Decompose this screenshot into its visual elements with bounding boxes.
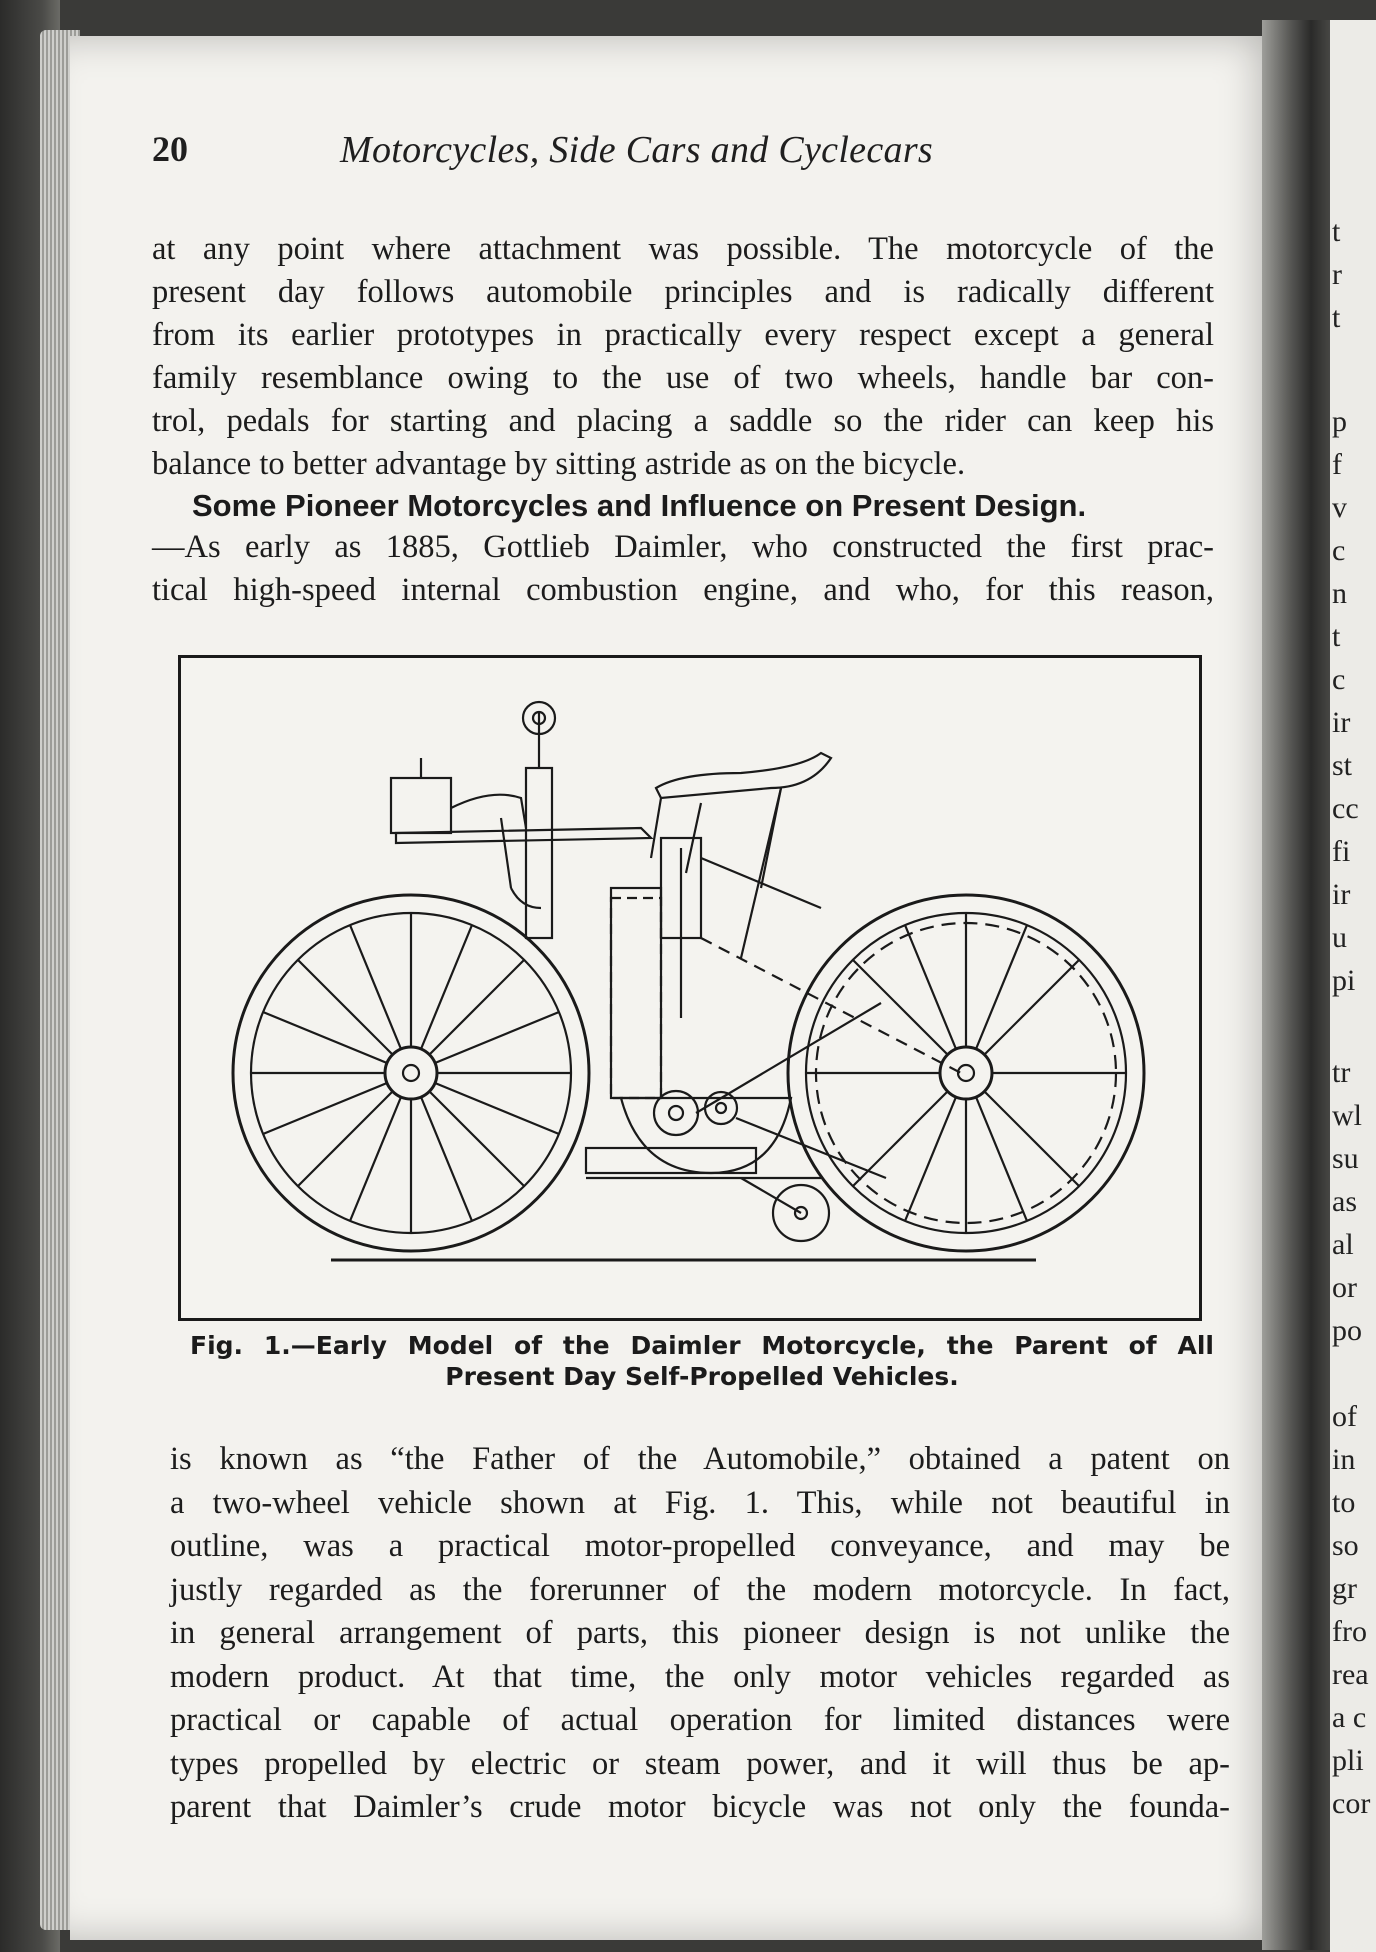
facing-fragment: al xyxy=(1332,1228,1354,1261)
paragraph-1 xyxy=(152,228,1214,486)
facing-fragment: gr xyxy=(1332,1572,1357,1605)
facing-fragment: of xyxy=(1332,1400,1357,1433)
figure-caption xyxy=(190,1330,1214,1392)
text-line: —As early as 1885, Gottlieb Daimler, who constructed the first prac- xyxy=(152,529,1214,565)
facing-fragment: rea xyxy=(1332,1658,1369,1691)
text-line: justly regarded as the forerunner of the modern motorcycle. In fact, xyxy=(170,1571,1230,1608)
paragraph-2 xyxy=(152,526,1214,612)
facing-fragment: as xyxy=(1332,1185,1357,1218)
facing-fragment: f xyxy=(1332,448,1342,481)
text-line: types propelled by electric or steam power, and it will thus be ap- xyxy=(170,1745,1230,1782)
facing-fragment: c xyxy=(1332,534,1346,567)
facing-fragment: n xyxy=(1332,577,1347,610)
text-line: parent that Daimler’s crude motor bicycle was not only the founda- xyxy=(170,1789,1230,1825)
text-line: a two-wheel vehicle shown at Fig. 1. This, while not beautiful in xyxy=(170,1484,1230,1521)
facing-fragment: c xyxy=(1332,663,1346,696)
facing-fragment: v xyxy=(1332,491,1347,524)
facing-fragment: ir xyxy=(1332,878,1351,911)
text-line: practical or capable of actual operation for limited distances were xyxy=(170,1702,1230,1738)
figure-daimler-motorcycle xyxy=(178,655,1202,1321)
facing-page xyxy=(1330,20,1376,1952)
book-gutter xyxy=(1262,20,1332,1950)
facing-fragment: in xyxy=(1332,1443,1356,1476)
facing-fragment: a c xyxy=(1332,1701,1367,1734)
facing-fragment: pli xyxy=(1332,1744,1364,1777)
text-line: modern product. At that time, the only motor vehicles regarded as xyxy=(170,1658,1230,1695)
running-head xyxy=(152,128,1162,178)
section-heading: Some Pioneer Motorcycles and Influence on Present Design. xyxy=(192,488,1087,523)
text-line: balance to better advantage by sitting astride as on the bicycle. xyxy=(152,446,966,482)
book-title: Motorcycles, Side Cars and Cyclecars xyxy=(340,129,933,171)
text-line: outline, was a practical motor-propelled conveyance, and may be xyxy=(170,1528,1230,1564)
text-line: trol, pedals for starting and placing a saddle so the rider can keep his xyxy=(152,403,1214,439)
facing-fragment: u xyxy=(1332,921,1347,954)
facing-fragment: p xyxy=(1332,405,1347,438)
caption-line: Present Day Self-Propelled Vehicles. xyxy=(445,1362,959,1391)
facing-fragment: wl xyxy=(1332,1099,1362,1132)
facing-fragment: cc xyxy=(1332,792,1359,825)
page-number: 20 xyxy=(152,129,188,169)
text-line: tical high-speed internal combustion engine, and who, for this reason, xyxy=(152,572,1214,608)
facing-fragment: cor xyxy=(1332,1787,1371,1820)
facing-fragment: fro xyxy=(1332,1615,1367,1648)
paragraph-3 xyxy=(170,1438,1230,1830)
facing-fragment: fi xyxy=(1332,835,1351,868)
text-line: at any point where attachment was possible. The motorcycle of the xyxy=(152,231,1214,267)
facing-fragment: ir xyxy=(1332,706,1351,739)
text-line: is known as “the Father of the Automobile,” obtained a patent on xyxy=(170,1441,1230,1477)
facing-fragment: r xyxy=(1332,258,1342,291)
facing-fragment: or xyxy=(1332,1271,1357,1304)
facing-fragment: po xyxy=(1332,1314,1362,1347)
caption-line: Fig. 1.—Early Model of the Daimler Motorcycle, the Parent of All xyxy=(190,1331,1214,1360)
facing-fragment: pi xyxy=(1332,964,1356,997)
text-line: from its earlier prototypes in practically every respect except a general xyxy=(152,317,1214,353)
facing-fragment: to xyxy=(1332,1486,1356,1519)
text-line: present day follows automobile principles and is radically different xyxy=(152,274,1214,310)
text-line: in general arrangement of parts, this pioneer design is not unlike the xyxy=(170,1615,1230,1651)
facing-fragment: t xyxy=(1332,620,1341,653)
facing-fragment: su xyxy=(1332,1142,1359,1175)
daimler-motorcycle-illustration xyxy=(181,658,1199,1318)
facing-fragment: t xyxy=(1332,301,1341,334)
facing-fragment: so xyxy=(1332,1529,1359,1562)
facing-fragment: tr xyxy=(1332,1056,1351,1089)
facing-fragment: t xyxy=(1332,215,1341,248)
facing-fragment: st xyxy=(1332,749,1353,782)
text-line: family resemblance owing to the use of two wheels, handle bar con- xyxy=(152,360,1214,396)
